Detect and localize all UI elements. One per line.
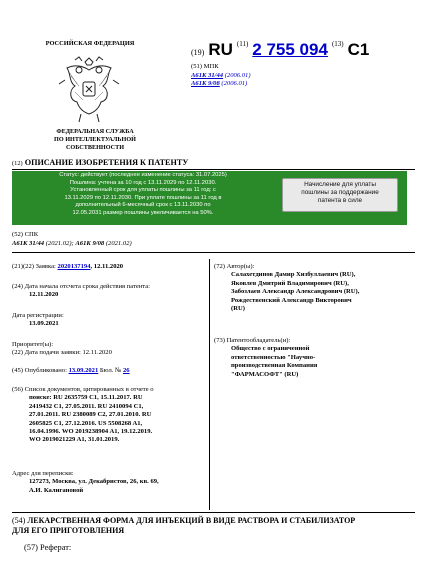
application-field: (21)(22) Заявка: 2020137194, 12.11.2020 bbox=[12, 263, 124, 270]
country-name: РОССИЙСКАЯ ФЕДЕРАЦИЯ bbox=[45, 40, 135, 47]
document-type-title: (12) ОПИСАНИЕ ИЗОБРЕТЕНИЯ К ПАТЕНТУ bbox=[12, 158, 189, 167]
ipc-date: (2006.01) bbox=[224, 71, 251, 79]
cpc-date: (2021.02); bbox=[45, 239, 74, 247]
application-number-link[interactable]: 2020137194 bbox=[57, 263, 91, 270]
term-start-field: (24) Дата начала отсчета срока действия патента: 12.11.2020 bbox=[12, 283, 151, 299]
office-name: ФЕДЕРАЛЬНАЯ СЛУЖБА ПО ИНТЕЛЛЕКТУАЛЬНОЙ СОБСТВЕННОСТИ bbox=[54, 128, 136, 151]
code-19: (19) bbox=[191, 48, 205, 57]
patent-owner-field: (73) Патентообладатель(и): Общество с ограниченной ответственностью "Научно- производственная Компания "ФАРМАСОФТ" (RU) bbox=[214, 337, 318, 378]
bulletin-number-link[interactable]: 26 bbox=[122, 367, 130, 374]
divider bbox=[12, 169, 415, 170]
cpc-code: A61K 31/44 bbox=[12, 239, 45, 247]
ipc-label: (51) МПК bbox=[191, 63, 219, 70]
code-13: (13) bbox=[331, 40, 344, 48]
registration-field: Дата регистрации: 13.09.2021 bbox=[12, 312, 64, 328]
kind-code: C1 bbox=[347, 40, 370, 59]
status-text: Статус: действует (последнее изменение статуса: 31.07.2025) Пошлина: учтена за 10 год с 13.11.2029 по 12.11.2030. Установленный срок для уплаты пошлины за 11 год: с 13.11.2029 по 12.11.2030. При уплате пошлины за 11 год в дополнительный 6-месячный срок с 13.11.2030 по 12.05.2031 размер пошлины увеличивается на 50%. bbox=[59, 172, 227, 216]
priority-field: Приоритет(ы): (22) Дата подачи заявки: 12.11.2020 bbox=[12, 341, 112, 357]
ipc-date: (2006.01) bbox=[221, 80, 248, 87]
cpc-label: (52) СПК bbox=[12, 231, 39, 238]
cited-documents-field: (56) Список документов, цитированных в отчете о поиске: RU 2635759 C1, 15.11.2017. RU 2419432 C1, 27.05.2011. RU 2410094 C1, 27.01.2011. RU 2380089 C2, 27.01.2010. RU 2605825 C1, 27.12.2016. US 5508268 A1, 16.04.1996. WO 2019238904 A1, 19.12.2019. WO 2019021229 A1, 31.01.2019. bbox=[12, 386, 154, 444]
ipc-code-link[interactable]: A61K 31/44 bbox=[191, 71, 224, 79]
cpc-date: (2021.02) bbox=[105, 239, 132, 247]
publication-date-link[interactable]: 13.09.2021 bbox=[68, 367, 99, 374]
patent-number-row bbox=[191, 40, 369, 60]
patent-number-link[interactable]: 2 755 094 bbox=[252, 40, 328, 59]
publication-field: (45) Опубликовано: 13.09.2021 Бюл. № 26 bbox=[12, 367, 130, 374]
authors-field: (72) Автор(ы): Салахетдинов Дамир Хизбуллаевич (RU), Яковлев Дмитрий Владимирович (RU), Забозлаев Александр Александрович (RU), Рождественский Александр Викторович (RU) bbox=[214, 263, 360, 313]
country-code: RU bbox=[208, 40, 233, 59]
divider bbox=[12, 512, 415, 513]
column-divider bbox=[209, 259, 210, 510]
ipc-code-link[interactable]: A61K 9/08 bbox=[191, 80, 220, 87]
coat-of-arms-emblem bbox=[57, 56, 121, 126]
invention-title: (54) ЛЕКАРСТВЕННАЯ ФОРМА ДЛЯ ИНЪЕКЦИЙ В ВИДЕ РАСТВОРА И СТАБИЛИЗАТОР ДЛЯ ЕГО ПРИГОТОВЛЕНИЯ bbox=[12, 516, 356, 535]
ipc-block bbox=[191, 63, 251, 89]
code-11: (11) bbox=[236, 40, 249, 48]
divider bbox=[12, 252, 415, 253]
abstract-heading: (57) Реферат: bbox=[24, 543, 72, 552]
cpc-code: A61K 9/08 bbox=[75, 239, 105, 247]
address-field: Адрес для переписки: 127273, Москва, ул. Декабристов, 26, кв. 69, А.И. Калигановой bbox=[12, 470, 159, 494]
cpc-block bbox=[12, 231, 132, 248]
fee-calculation-button[interactable]: Начисление для уплаты пошлины за поддержание патента в силе bbox=[282, 178, 398, 212]
status-panel bbox=[12, 171, 407, 225]
